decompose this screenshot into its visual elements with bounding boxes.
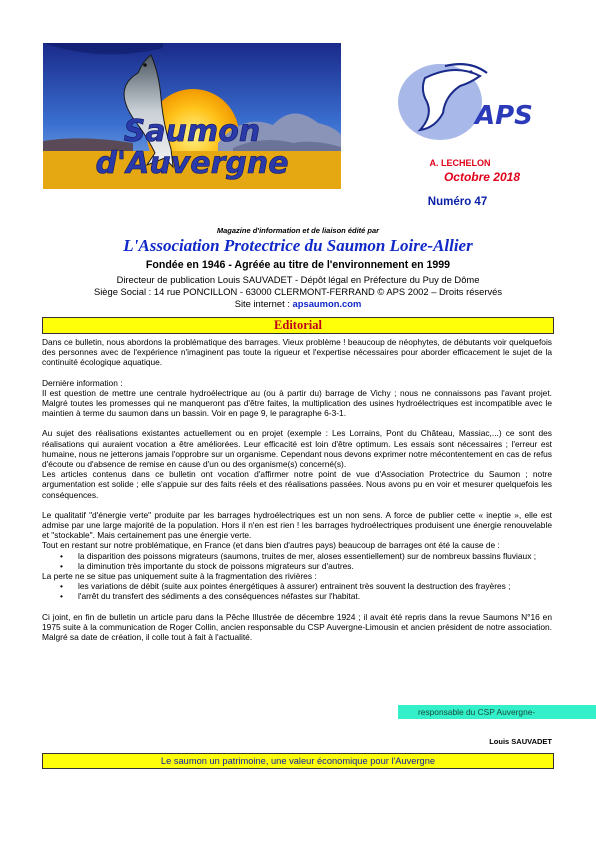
bullet-icon: • [60, 560, 63, 571]
bullet-icon: • [60, 581, 63, 592]
editorial-body [42, 337, 552, 642]
footer-banner: Le saumon un patrimoine, une valeur économique pour l'Auvergne [42, 753, 554, 769]
site-line [0, 298, 596, 309]
paragraph-intro: Dans ce bulletin, nous abordons la problématique des barrages. Vieux problème ! beaucoup de néophytes, de débutants voir quelquefois des personnes avec de l'expérience n'imaginent pas toute la rigueur et l'expertise nécessaires pour aborder efficacement le sujet de la continuité écologique aquatique. [42, 337, 552, 368]
highlight-overlay: responsable du CSP Auvergne- [398, 705, 596, 719]
association-name: L'Association Protectrice du Saumon Loire-Allier [123, 236, 473, 255]
svg-text:Saumon: Saumon [123, 114, 261, 149]
director-line: Directeur de publication Louis SAUVADET - Dépôt légal en Préfecture du Puy de Dôme [116, 274, 480, 285]
author: A. LECHELON [429, 158, 491, 168]
list-item: • la disparition des poissons migrateurs (saumons, truites de mer, aloses essentiellement) sur de nombreux bassins fluviaux ; [60, 550, 537, 561]
paragraph-existing-works: Au sujet des réalisations existantes actuellement ou en projet (exemple : Les Lorrains, Pont du Château, Massiac,...) ce sont des réalisations qui auraient vocation a être améliorées. Leur efficacité est loin d'être optimum. Les essais sont nécessaires ; l'erreur est humaine, nous ne jetterons jamais l'opprobre sur un organisme. Cependant nous devons exprimer notre mécontentement en cas de refus d'écoute ou d'absence de remise en cause d'un ou des organisme(s) concerné(s). [42, 428, 552, 470]
site-link[interactable]: apsaumon.com [292, 298, 362, 309]
salmon-logo-icon [43, 43, 341, 189]
saumon-auvergne-logo [43, 43, 341, 189]
list-item: • les variations de débit (suite aux pointes énergétiques à assurer) entrainent très souvent la destruction des frayères ; [60, 581, 511, 592]
paragraph-last-news: Il est question de mettre une centrale hydroélectrique au (ou à partir du) barrage de Vichy ; nous ne connaissons pas l'avant projet. Malgré toutes les promesses qui ne manqueront pas d'être faites, la multiplication des usines hydroélectriques est incompatible avec le maintien à terme du saumon dans un bassin. Voir en page 9, le paragraphe 6-3-1. [42, 387, 552, 419]
paragraph-last-news-title: Dernière information : [42, 377, 123, 388]
founded-line: Fondée en 1946 - Agréée au titre de l'environnement en 1999 [145, 259, 451, 271]
svg-text:APS: APS [475, 101, 533, 131]
paragraph-green-energy: Le qualitatif "d'énergie verte" produite par les barrages hydroélectriques est un non sens. A force de publier cette « ineptie », elle est admise par une large majorité de la population. Hors il n'en est rien ! les barrages hydroélectriques produisent une énergie renouvelable et "stockable". Mais certainement pas une énergie verte. [42, 509, 552, 541]
paragraph-loss: La perte ne se situe pas uniquement suite à la fragmentation des rivières : [42, 571, 317, 582]
seat-line: Siège Social : 14 rue PONCILLON - 63000 CLERMONT-FERRAND © APS 2002 – Droits réservés [93, 286, 503, 297]
paragraph-attached-article: Ci joint, en fin de bulletin un article paru dans la Pêche Illustrée de décembre 1924 ; il avait été repris dans la revue Saumons N°16 en 1975 suite à la communication de Roger Collin, ancien responsable du CSP Auvergne-Limousin et ancien président de notre association. Malgré sa date de création, il colle tout à fait à l'actualité. [42, 611, 552, 643]
list-item: • la diminution très importante du stock de poissons migrateurs sur d'autres. [60, 560, 354, 571]
paragraph-consequences: Tout en restant sur notre problématique, en France (et dans bien d'autres pays) beaucoup de barrages ont été la cause de : [42, 540, 500, 551]
issue-number: Numéro 47 [427, 196, 488, 208]
bullet-icon: • [60, 550, 63, 561]
aps-logo [385, 58, 533, 148]
site-label: Site internet : [234, 298, 290, 309]
paragraph-articles: Les articles contenus dans ce bulletin ont vocation d'affirmer notre point de vue d'Association Protectrice du Saumon ; notre argumentation est solide ; elle s'appuie sur des faits réels et des réalisations passées. Nous avons pu en voir et mesurer quelquefois les conséquences. [42, 469, 552, 500]
editorial-heading: Editorial [42, 317, 554, 334]
list-item: • l'arrêt du transfert des sédiments a des conséquences néfastes sur l'habitat. [60, 591, 361, 602]
signature: Louis SAUVADET [489, 737, 552, 746]
aps-fish-logo-icon [385, 58, 533, 148]
issue-date: Octobre 2018 [443, 170, 520, 184]
bullet-icon: • [60, 591, 63, 602]
svg-text:d'Auvergne: d'Auvergne [95, 146, 289, 181]
magazine-tagline: Magazine d'information et de liaison édité par [216, 226, 380, 235]
